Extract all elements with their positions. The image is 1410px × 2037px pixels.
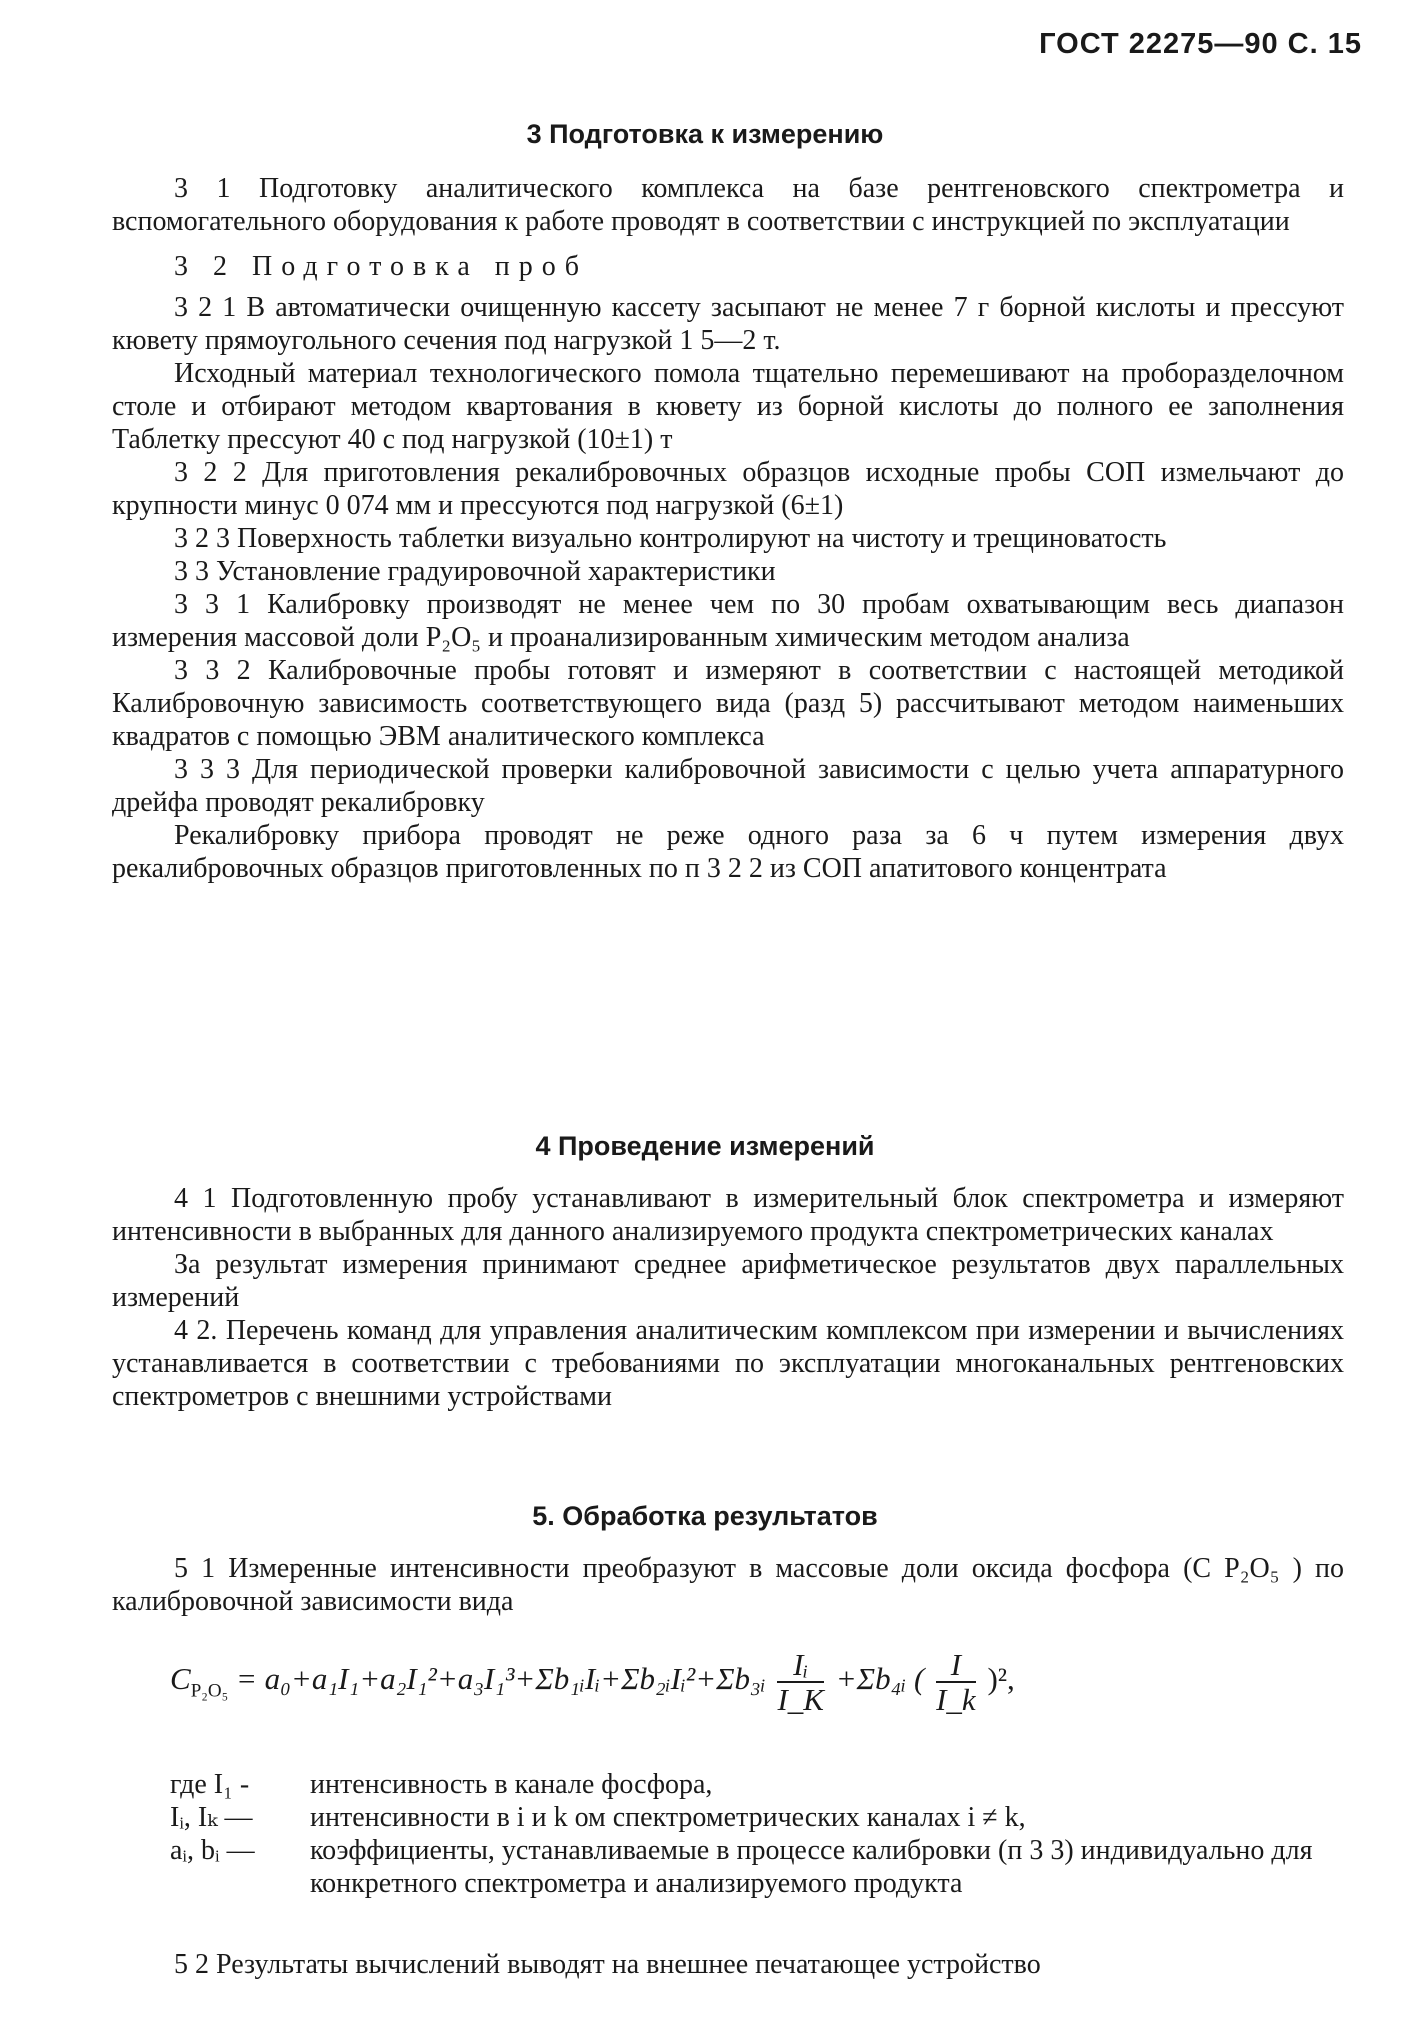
section-3-title: 3 Подготовка к измерению: [526, 119, 884, 149]
paragraph-4-1: 4 1 Подготовленную пробу устанавливают в измерительный блок спектрометра и измеряют интенсивности в выбранных для данного анализируемого продукта спектрометрических каналах: [112, 1183, 1344, 1247]
section-3-body: [112, 172, 1344, 885]
paragraph-3-3-3: 3 3 3 Для периодической проверки калибровочной зависимости с целью учета аппаратурного дрейфа проводят рекалибровку: [112, 754, 1344, 818]
legend-symbol: где I₁ -: [170, 1769, 250, 1800]
formula-lhs-sub: P₂O₅: [190, 1680, 229, 1702]
legend-symbol: aᵢ, bᵢ —: [170, 1835, 255, 1866]
page-header: ГОСТ 22275—90 С. 15: [1039, 28, 1362, 60]
paragraph-3-1: 3 1 Подготовку аналитического комплекса на базе рентгеновского спектрометра и вспомогательного оборудования к работе проводят в соответствии с инструкцией по эксплуатации: [112, 173, 1344, 237]
legend-description: коэффициенты, устанавливаемые в процессе калибровки (п 3 3) индивидуально для конкретного спектрометра и анализируемого продукта: [310, 1835, 1313, 1899]
paragraph-4-1b: За результат измерения принимают среднее арифметическое результатов двух параллельных измерений: [112, 1249, 1344, 1313]
paragraph-5-1: 5 1 Измеренные интенсивности преобразуют в массовые доли оксида фосфора (C P₂O₅ ) по калибровочной зависимости вида: [112, 1553, 1344, 1617]
legend-description: интенсивность в канале фосфора,: [310, 1769, 713, 1800]
paragraph-5-2: 5 2 Результаты вычислений выводят на внешнее печатающее устройство: [174, 1949, 1041, 1980]
formula-body: = a₀+a₁I₁+a₂I₁²+a₃I₁³+Σb₁ᵢIᵢ+Σb₂ᵢIᵢ²+Σb₃ᵢ: [235, 1661, 766, 1697]
formula-tail: )²,: [987, 1661, 1015, 1697]
legend-description: интенсивности в i и k ом спектрометрических каналах i ≠ k,: [310, 1802, 1026, 1833]
paragraph-3-2-1: 3 2 1 В автоматически очищенную кассету засыпают не менее 7 г борной кислоты и прессуют кювету прямоугольного сечения под нагрузкой 1 5—2 т.: [112, 292, 1344, 356]
section-4-body: [112, 1182, 1344, 1413]
fraction-1-denominator: I_K: [777, 1682, 824, 1717]
section-5-intro: [112, 1552, 1344, 1618]
legend-row: [170, 1801, 1340, 1834]
fraction-2-numerator: I: [936, 1648, 976, 1683]
paragraph-3-3-2: 3 3 2 Калибровочные пробы готовят и измеряют в соответствии с настоящей методикой Калибровочную зависимость соответствующего вида (разд 5) рассчитывают методом наименьших квадратов с помощью ЭВМ аналитического комплекса: [112, 655, 1344, 752]
section-5-end: [112, 1948, 1344, 1981]
section-4-title: 4 Проведение измерений: [535, 1131, 875, 1161]
legend-row: [170, 1768, 1340, 1801]
paragraph-3-2-1b: Исходный материал технологического помола тщательно перемешивают на пробоpазделочном столе и отбирают методом квартования в кювету из борной кислоты до полного ее заполнения Таблетку прессуют 40 с под нагрузкой (10±1) т: [112, 358, 1344, 455]
fraction-2-denominator: I_k: [936, 1682, 976, 1717]
formula-fraction-2: [936, 1648, 976, 1716]
paragraph-3-2-3: 3 2 3 Поверхность таблетки визуально контролируют на чистоту и трещиноватость: [174, 523, 1167, 554]
paragraph-3-2: 3 2 Подготовка проб: [174, 251, 589, 282]
formula-mid: +Σb₄ᵢ (: [835, 1661, 925, 1697]
paragraph-3-3-3b: Рекалибровку прибора проводят не реже одного раза за 6 ч путем измерения двух рекалибровочных образцов приготовленных по п 3 2 2 из СОП апатитового концентрата: [112, 820, 1344, 884]
paragraph-3-2-2: 3 2 2 Для приготовления рекалибровочных образцов исходные пробы СОП измельчают до крупности минус 0 074 мм и прессуются под нагрузкой (6±1): [112, 457, 1344, 521]
calibration-formula: [170, 1648, 1330, 1743]
fraction-1-numerator: Iᵢ: [777, 1648, 824, 1683]
formula-legend: [170, 1768, 1340, 1900]
paragraph-3-3-1: 3 3 1 Калибровку производят не менее чем по 30 пробам охватывающим весь диапазон измерения массовой доли P₂O₅ и проанализированным химическим методом анализа: [112, 589, 1344, 653]
legend-symbol: Iᵢ, Iₖ —: [170, 1802, 253, 1833]
paragraph-3-3: 3 3 Установление градуировочной характеристики: [174, 556, 776, 587]
formula-fraction-1: [777, 1648, 824, 1716]
legend-row: [170, 1834, 1340, 1900]
section-5-title: 5. Обработка результатов: [532, 1501, 878, 1531]
formula-lhs: C: [170, 1661, 191, 1697]
paragraph-4-2: 4 2. Перечень команд для управления аналитическим комплексом при измерении и вычислениях устанавливается в соответствии с требованиями по эксплуатации многоканальных рентгеновских спектрометров с внешними устройствами: [112, 1315, 1344, 1412]
